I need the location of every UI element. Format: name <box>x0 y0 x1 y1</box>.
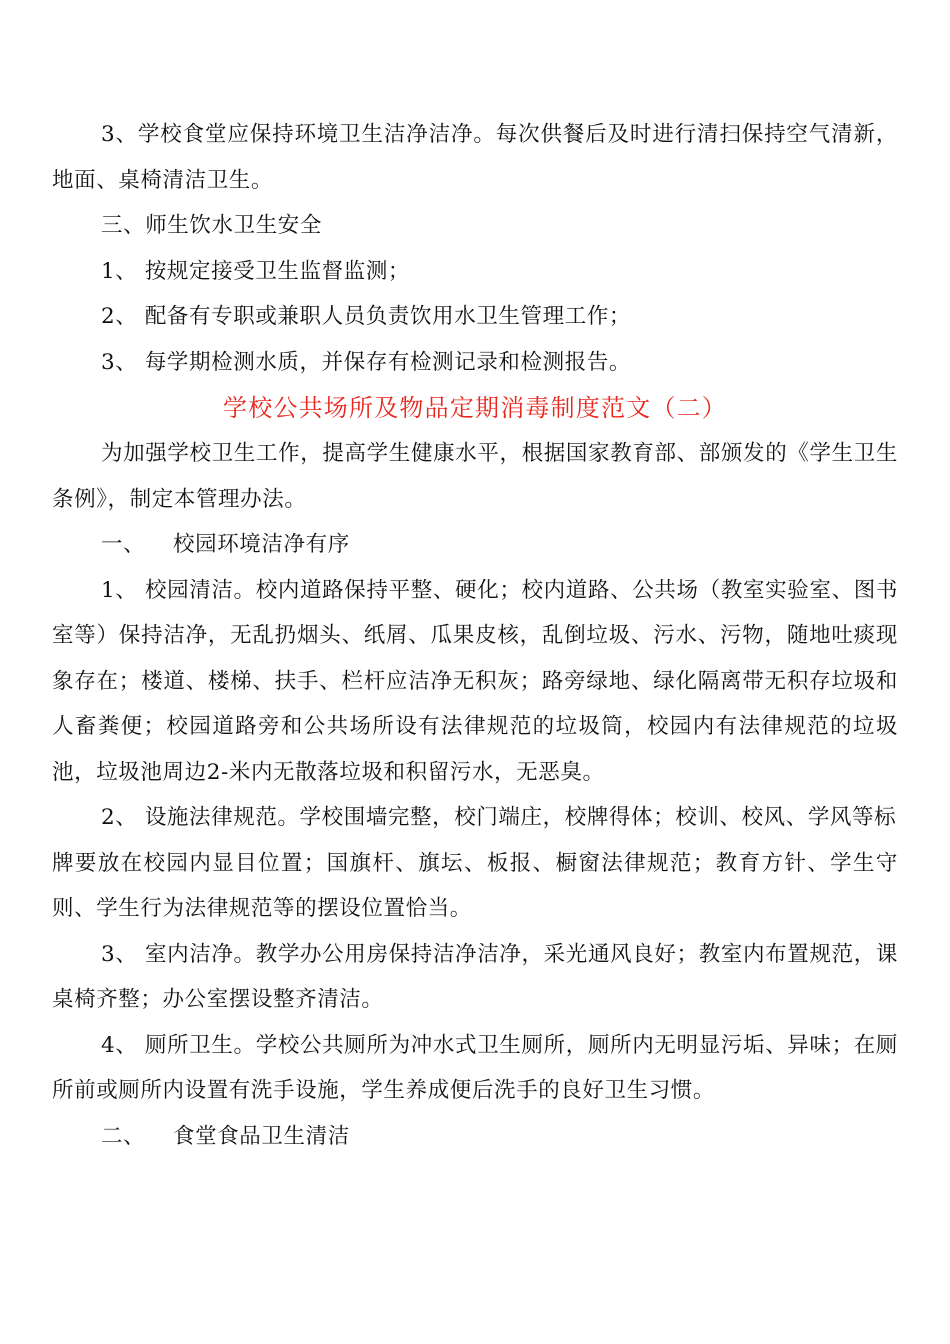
paragraph-campus-cleaning: 1、 校园清洁。校内道路保持平整、硬化；校内道路、公共场（教室实验室、图书室等）保持洁净，无乱扔烟头、纸屑、瓜果皮核，乱倒垃圾、污水、污物，随地吐痰现象存在；楼道、楼梯、扶手、栏杆应洁净无积灰；路旁绿地、绿化隔离带无积存垃圾和人畜粪便；校园道路旁和公共场所设有法律规范的垃圾筒，校园内有法律规范的垃圾池，垃圾池周边2-米内无散落垃圾和积留污水，无恶臭。 <box>52 577 898 785</box>
section-heading-campus <box>52 522 898 568</box>
list-item-water-2: 2、 配备有专职或兼职人员负责饮用水卫生管理工作； <box>101 304 632 329</box>
section-title: 食堂食品卫生清洁 <box>173 1123 350 1149</box>
list-item-water-1: 1、 按规定接受卫生监督监测； <box>101 258 411 284</box>
paragraph-facilities-line2: 牌要放在校园内显目位置；国旗杆、旗坛、板报、橱窗法律规范；教育方针、学生守则、学生行为法律规范等的摆设位置恰当。 <box>52 850 898 921</box>
section-heading-canteen <box>52 1114 898 1160</box>
paragraph-canteen-cleaning: 3、学校食堂应保持环境卫生洁净洁净。每次供餐后及时进行清扫保持空气清新，地面、桌椅清洁卫生。 <box>52 122 898 193</box>
section-title: 校园环境洁净有序 <box>173 532 350 557</box>
paragraph-toilet-hygiene: 4、 厕所卫生。学校公共厕所为冲水式卫生厕所，厕所内无明显污垢、异味；在厕所前或厕所内设置有洗手设施，学生养成便后洗手的良好卫生习惯。 <box>52 1032 898 1103</box>
paragraph-facilities-line1: 2、 设施法律规范。学校围墙完整，校门端庄，校牌得体；校训、校风、学风等标 <box>101 805 897 830</box>
paragraph-indoor-cleaning: 3、 室内洁净。教学办公用房保持洁净洁净，采光通风良好；教室内布置规范，课桌椅齐整；办公室摆设整齐清洁。 <box>52 941 898 1012</box>
document-title: 学校公共场所及物品定期消毒制度范文（二） <box>223 394 727 422</box>
paragraph-intro: 为加强学校卫生工作，提高学生健康水平，根据国家教育部、部颁发的《学生卫生条例》，制定本管理办法。 <box>52 441 898 512</box>
section-number: 二、 <box>101 1123 146 1149</box>
list-item-water-3: 3、 每学期检测水质，并保存有检测记录和检测报告。 <box>101 349 632 375</box>
section-number: 一、 <box>101 532 146 557</box>
section-heading-drinking-water: 三、师生饮水卫生安全 <box>101 213 323 238</box>
document-page <box>52 112 898 1159</box>
